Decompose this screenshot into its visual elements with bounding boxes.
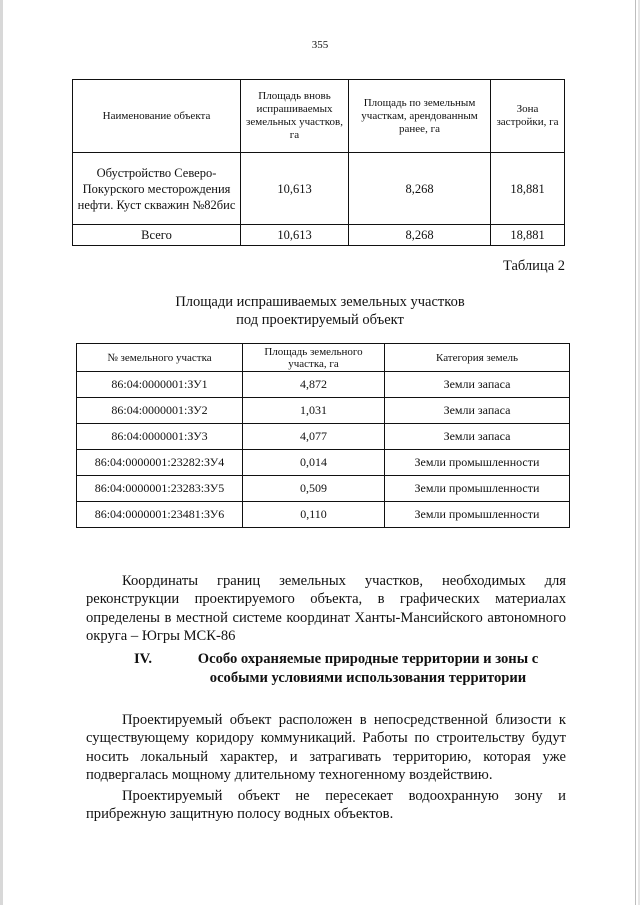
table-cell: 86:04:0000001:23283:ЗУ5 (77, 476, 243, 502)
table-title-line: под проектируемый объект (236, 312, 404, 328)
table-cell: 1,031 (243, 398, 385, 424)
paragraph-coordinates: Координаты границ земельных участков, необходимых для реконструкции проектируемого объекта, в графических материалах определены в местной системе координат Ханты-Мансийского автономного округа – Югры МСК-86 (86, 572, 566, 645)
table-cell: Обустройство Северо-Покурского месторождения нефти. Куст скважин №82бис (73, 153, 241, 225)
table-cell: Земли запаса (385, 398, 570, 424)
table-cell: 4,077 (243, 424, 385, 450)
table-cell: 18,881 (491, 153, 565, 225)
paragraph-water-zone: Проектируемый объект не пересекает водоохранную зону и прибрежную защитную полосу водных объектов. (86, 787, 566, 823)
table-cell: Земли запаса (385, 424, 570, 450)
table-row (77, 476, 570, 502)
table-cell: Земли промышленности (385, 502, 570, 528)
table-row (77, 502, 570, 528)
table-cell: Всего (73, 225, 241, 246)
table-cell: 8,268 (349, 225, 491, 246)
table-cell: Земли запаса (385, 372, 570, 398)
table-row (77, 372, 570, 398)
table-cell: Земли промышленности (385, 450, 570, 476)
table-cell: 10,613 (241, 225, 349, 246)
page-number: 355 (311, 39, 329, 51)
section-title: Особо охраняемые природные территории и зоны с особыми условиями использования территории (197, 651, 539, 686)
table-cell: 0,509 (243, 476, 385, 502)
column-header: Зона застройки, га (491, 80, 565, 153)
table-row (77, 424, 570, 450)
section-number: IV. (134, 651, 152, 667)
land-plots-table (76, 343, 570, 528)
table-row-total (73, 225, 565, 246)
table-cell: 86:04:0000001:23282:ЗУ4 (77, 450, 243, 476)
scan-edge-left (0, 0, 3, 905)
column-header: Площадь по земельным участкам, арендованным ранее, га (349, 80, 491, 153)
paragraph-location: Проектируемый объект расположен в непосредственной близости к существующему коридору коммуникаций. Работы по строительству будут носить локальный характер, и затрагивать территорию, которая уже подвергалась мощному длительному техногенному воздействию. (86, 711, 566, 784)
table-cell: 86:04:0000001:ЗУ2 (77, 398, 243, 424)
table-cell: 4,872 (243, 372, 385, 398)
table-caption: Таблица 2 (502, 258, 565, 274)
column-header: № земельного участка (77, 344, 243, 372)
table-header-row (77, 344, 570, 372)
table-row (73, 153, 565, 225)
table-cell: Земли промышленности (385, 476, 570, 502)
table-cell: 18,881 (491, 225, 565, 246)
table-cell: 10,613 (241, 153, 349, 225)
section-heading (134, 650, 558, 687)
table-cell: 86:04:0000001:ЗУ1 (77, 372, 243, 398)
scan-edge-right (635, 0, 636, 905)
column-header: Наименование объекта (73, 80, 241, 153)
table-cell: 0,014 (243, 450, 385, 476)
table-cell: 0,110 (243, 502, 385, 528)
table-row (77, 398, 570, 424)
table-header-row (73, 80, 565, 153)
table-title (0, 293, 640, 329)
table-row (77, 450, 570, 476)
table-cell: 86:04:0000001:23481:ЗУ6 (77, 502, 243, 528)
objects-area-table (72, 79, 565, 246)
column-header: Площадь вновь испрашиваемых земельных участков, га (241, 80, 349, 153)
column-header: Категория земель (385, 344, 570, 372)
table-cell: 8,268 (349, 153, 491, 225)
column-header: Площадь земельного участка, га (243, 344, 385, 372)
table-cell: 86:04:0000001:ЗУ3 (77, 424, 243, 450)
table-title-line: Площади испрашиваемых земельных участков (175, 294, 465, 310)
